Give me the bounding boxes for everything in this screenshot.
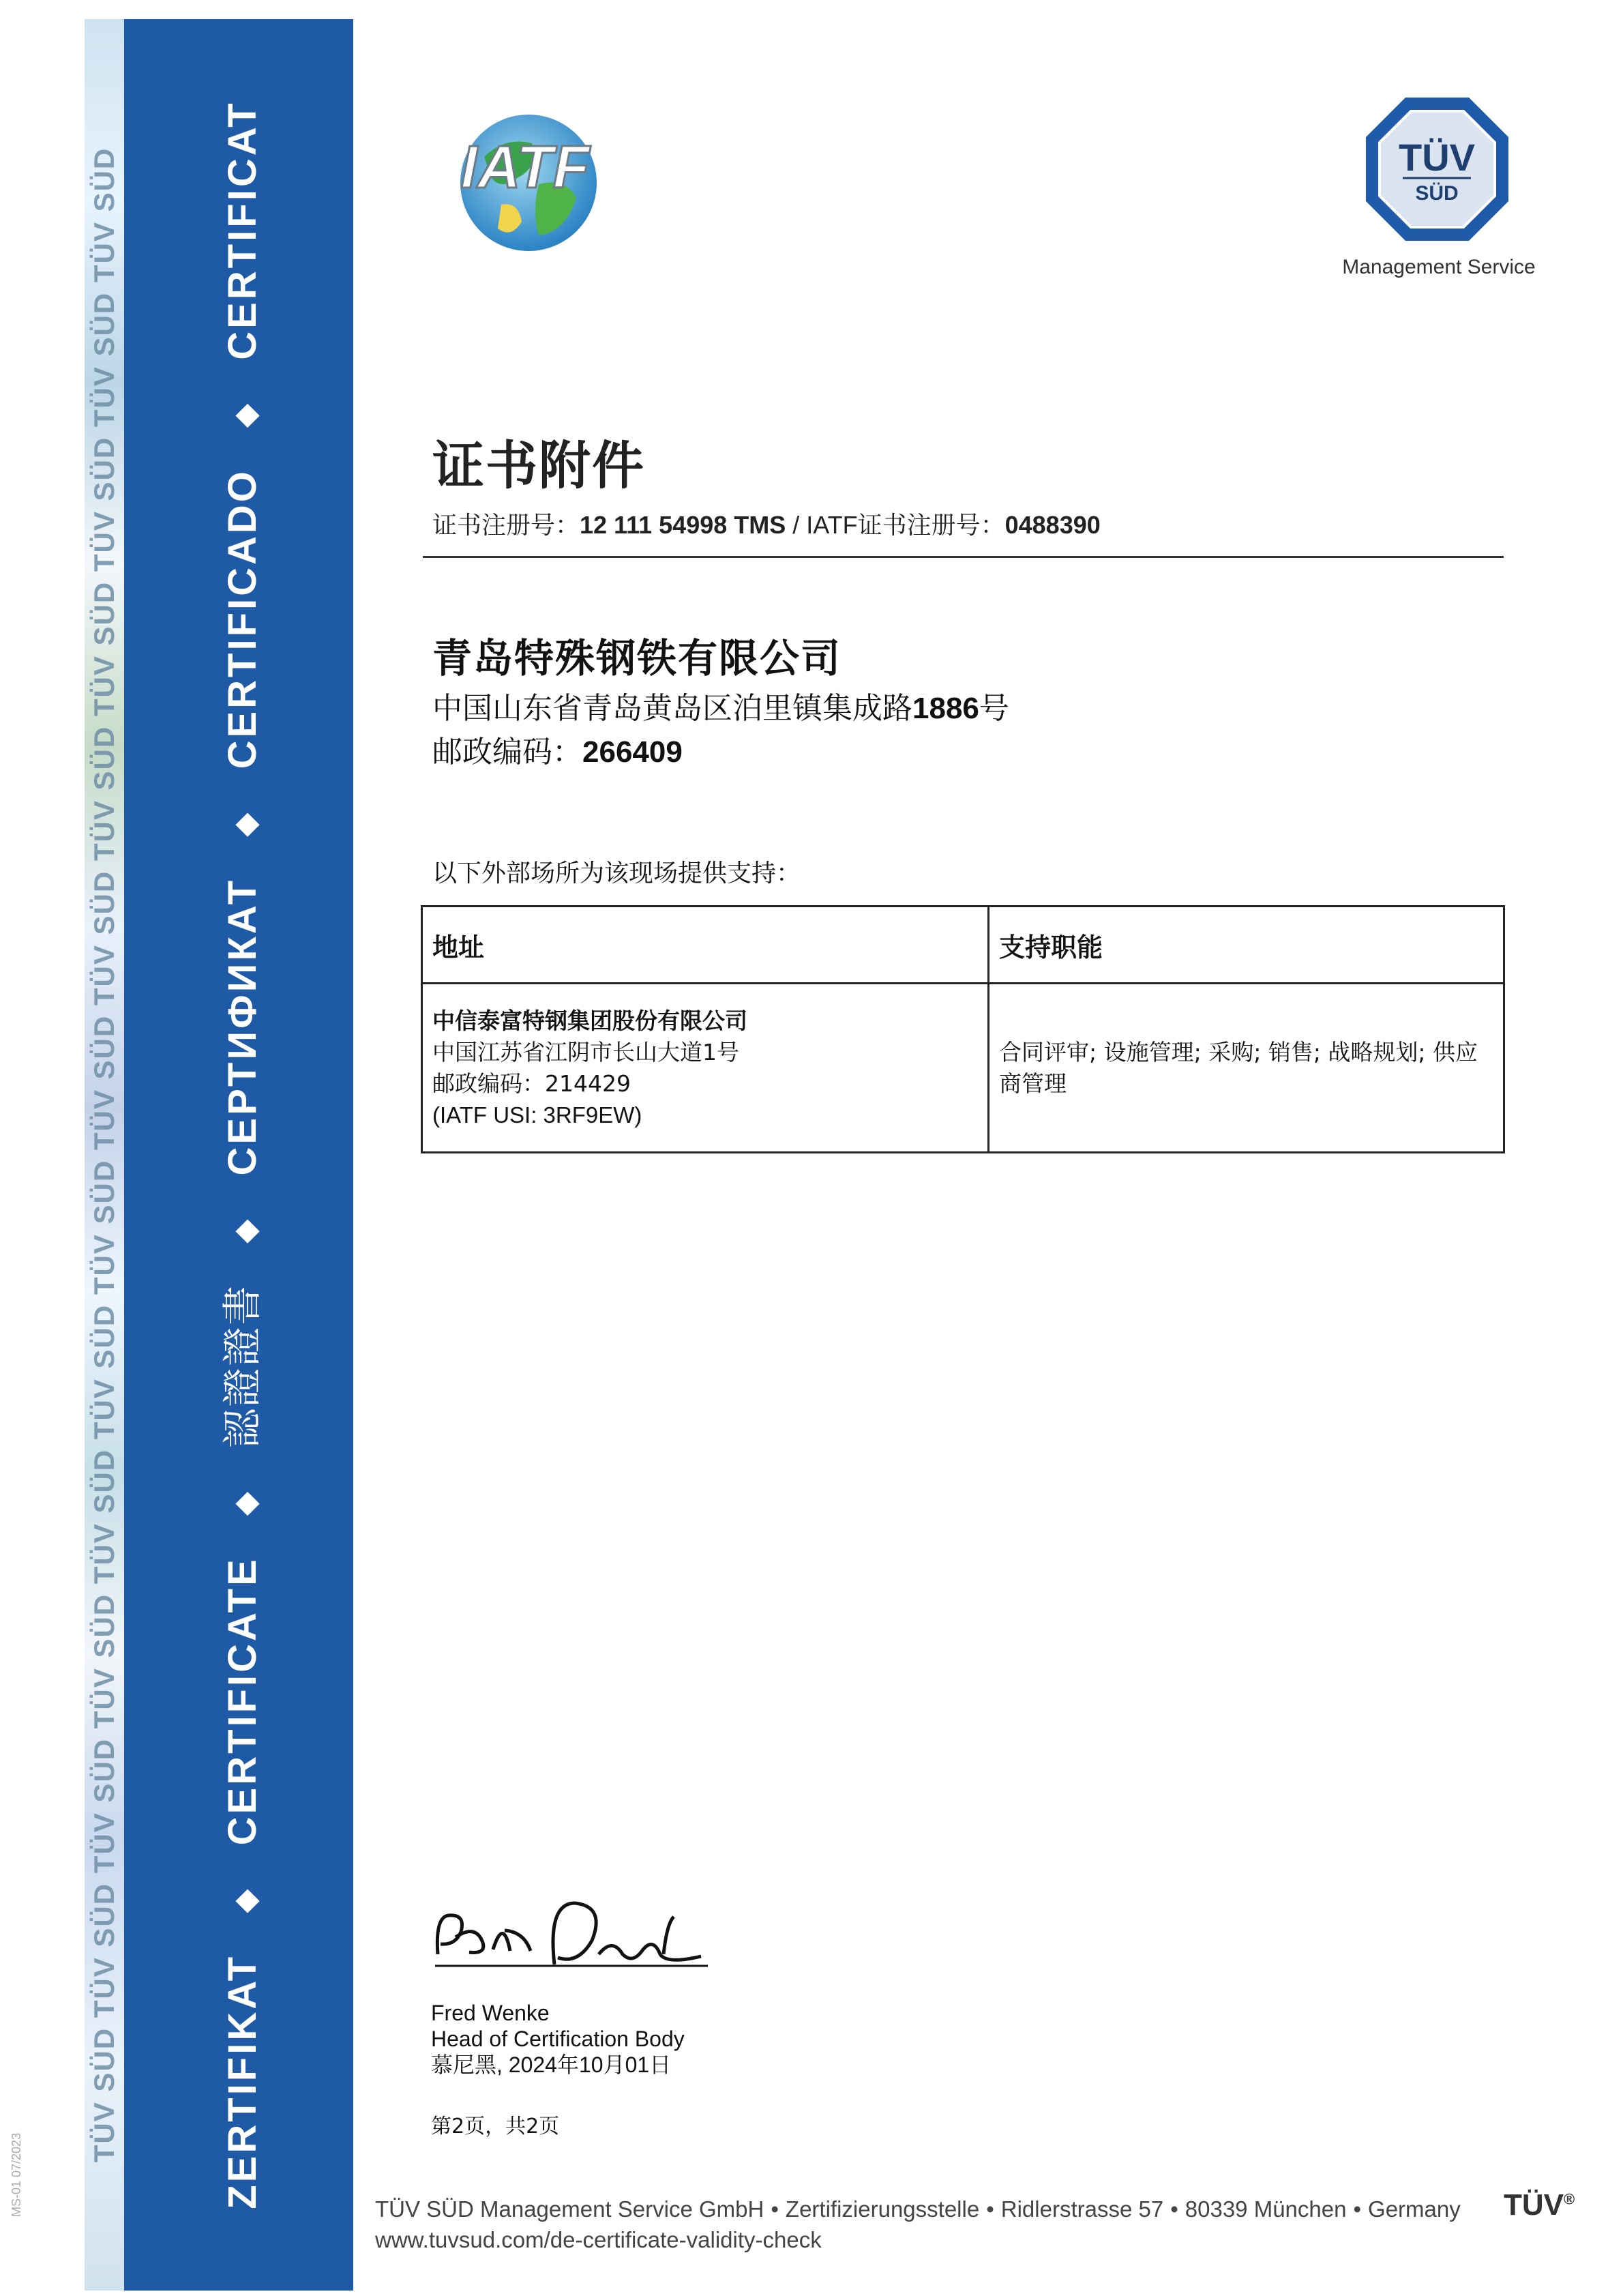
site-address: 中国江苏省江阴市长山大道1号 [432, 1038, 739, 1065]
company-address [432, 683, 1009, 727]
registered-mark: ® [1564, 2190, 1575, 2208]
signer-name: Fred Wenke [431, 2001, 550, 2025]
reg-number: 12 111 54998 TMS [580, 511, 786, 539]
iatf-label: IATF证书注册号： [806, 511, 1005, 539]
footer-address: TÜV SÜD Management Service GmbH • Zertifizierungsstelle • Ridlerstrasse 57 • 80339 München • Germany [375, 2196, 1461, 2222]
footer-country: Germany [1368, 2196, 1461, 2222]
diamond-icon: ◆ [227, 810, 263, 837]
address-text: 中国山东省青岛黄岛区泊里镇集成路 [432, 691, 912, 726]
band-word-certificat: CERTIFICAT [220, 100, 265, 360]
header-divider [423, 556, 1504, 558]
iatf-number: 0488390 [1004, 511, 1101, 539]
address-number: 1886 [912, 692, 979, 725]
header-functions: 支持职能 [989, 907, 1504, 984]
reg-separator: / [786, 511, 807, 539]
postal-label: 邮政编码： [432, 735, 582, 769]
page-number: 第2页，共2页 [431, 2115, 560, 2138]
hologram-strip [85, 19, 124, 2291]
site-postal: 邮政编码：214429 [432, 1070, 631, 1097]
header-address: 地址 [422, 907, 989, 984]
certificate-band [124, 19, 353, 2291]
footer-url[interactable]: www.tuvsud.com/de-certificate-validity-check [375, 2227, 822, 2252]
address-suffix: 号 [979, 691, 1009, 726]
tuv-logo-line1: TÜV [1399, 136, 1475, 179]
tuv-sud-logo [1360, 92, 1514, 249]
diamond-icon: ◆ [227, 400, 263, 428]
form-code: MS-01 07/2023 [10, 2132, 23, 2217]
hologram-text: TÜV SÜD TÜV SÜD TÜV SÜD TÜV SÜD TÜV SÜD TÜV SÜD TÜV SÜD TÜV SÜD TÜV SÜD TÜV SÜD TÜV SÜD TÜV SÜD TÜV SÜD TÜV SÜD [88, 147, 120, 2163]
registration-line [432, 506, 1101, 541]
band-word-certificate: CERTIFICATE [220, 1557, 265, 1846]
remote-sites-intro: 以下外部场所为该现场提供支持： [432, 859, 801, 887]
company-name: 青岛特殊钢铁有限公司 [432, 635, 842, 681]
signer-place-date: 慕尼黑, 2024年10月01日 [431, 2052, 672, 2077]
footer-street: Ridlerstrasse 57 [1000, 2196, 1164, 2222]
remote-sites-table [421, 905, 1505, 1153]
footer-tuv-logo [1504, 2188, 1575, 2222]
tuv-caption: Management Service [1342, 256, 1536, 278]
band-word-zertifikat: ZERTIFIKAT [220, 1954, 265, 2209]
signer-role: Head of Certification Body [431, 2027, 685, 2051]
company-postal [432, 727, 683, 771]
signer-block [431, 2000, 685, 2078]
footer-city: 80339 München [1185, 2196, 1347, 2222]
band-word-certificado: CERTIFICADO [220, 469, 265, 769]
diamond-icon: ◆ [227, 1216, 263, 1243]
band-words [210, 100, 267, 2209]
table-header-row [422, 907, 1504, 984]
signature-image [428, 1889, 715, 1978]
band-word-russian: СЕРТИФИКАТ [220, 877, 265, 1176]
reg-label: 证书注册号： [432, 511, 580, 539]
site-usi: (IATF USI: 3RF9EW) [432, 1102, 642, 1128]
iatf-logo-text: IATF [460, 133, 590, 201]
footer-office: Zertifizierungsstelle [785, 2196, 980, 2222]
iatf-logo [436, 102, 614, 259]
page-title: 证书附件 [432, 435, 645, 496]
tuv-logo-line2: SÜD [1415, 182, 1459, 205]
diamond-icon: ◆ [227, 1488, 263, 1516]
diamond-icon: ◆ [227, 1886, 263, 1913]
site-address-cell [422, 984, 989, 1153]
site-functions-cell: 合同评审; 设施管理; 采购; 销售; 战略规划; 供应商管理 [989, 984, 1504, 1153]
footer-brand: TÜV [1504, 2188, 1564, 2222]
postal-code: 266409 [582, 735, 683, 769]
table-row [422, 984, 1504, 1153]
site-name: 中信泰富特钢集团股份有限公司 [432, 1007, 747, 1034]
band-word-chinese: 認證證書 [219, 1284, 265, 1448]
footer-company: TÜV SÜD Management Service GmbH [375, 2196, 764, 2222]
